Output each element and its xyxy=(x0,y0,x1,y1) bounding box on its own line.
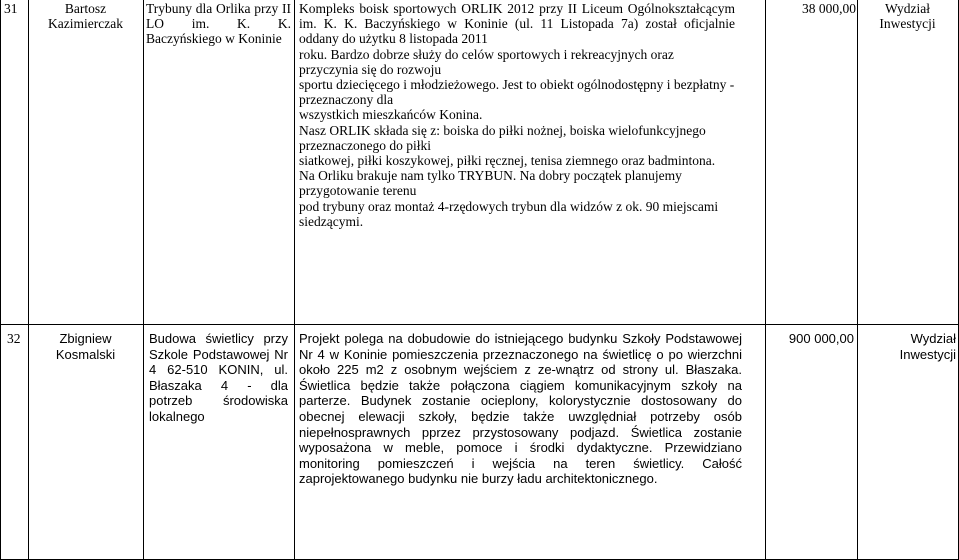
description-paragraph: Nasz ORLIK składa się z: boiska do piłki nożnej, boiska wielofunkcyjnego przeznaczonego do piłki xyxy=(299,122,706,153)
project-title: Trybuny dla Orlika przy II LO im. K. K. Baczyńskiego w Koninie xyxy=(146,1,291,47)
author-name: Bartosz Kazimierczak xyxy=(48,1,123,32)
column-divider xyxy=(143,0,144,560)
description-paragraph: roku. Bardzo dobrze służy do celów sportowych i rekreacyjnych oraz przyczynia się do rozwoju xyxy=(299,46,674,77)
row-number: 31 xyxy=(4,1,18,16)
description-paragraph: wszystkich mieszkańców Konina. xyxy=(299,107,483,123)
cost-cell xyxy=(768,1,856,16)
row-divider xyxy=(0,324,959,325)
description-paragraph: siatkowej, piłki koszykowej, piłki ręcznej, tenisa ziemnego oraz badmintona. xyxy=(299,153,716,169)
description-paragraph: sportu dziecięcego i młodzieżowego. Jest to obiekt ogólnodostępny i bezpłatny - przeznaczony dla xyxy=(299,77,735,108)
author-cell xyxy=(30,1,141,31)
title-cell xyxy=(146,1,291,47)
department-name: Wydział Inwestycji xyxy=(879,1,936,32)
department-cell xyxy=(858,331,956,362)
column-divider xyxy=(28,0,29,560)
author-name: Zbigniew Kosmalski xyxy=(55,331,116,362)
description-cell xyxy=(299,1,735,229)
table-row xyxy=(4,1,26,16)
description-paragraph: Na Orliku brakuje nam tylko TRYBUN. Na dobry początek planujemy przygotowanie terenu xyxy=(299,168,682,199)
column-divider xyxy=(857,0,858,560)
description-paragraph: Projekt polega na dobudowie do istniejącego budynku Szkoły Podstawowej Nr 4 w Koninie pomieszczenia przeznaczonego na świetlicę o po wierzchni około 225 m2 z osobnym wejściem z ze-wnątrz od strony ul. Błaszaka. Świetlica będzie także połączona ciągiem komunikacyjnym szkoły na parterze. Budynek zostanie ocieplony, kolorystycznie dostosowany do obecnej elewacji szkoły, będzie także uwzględniał potrzeby osób niepełnosprawnych pprzez przystosowany podjazd. Świetlica zostanie wyposażona w meble, pomoce i środki dydaktyczne. Przewidziano monitoring pomieszczeń i wejścia na teren świetlicy. Całość zaprojektowanego budynku nie burzy ładu architektonicznego. xyxy=(299,331,742,487)
cost-value: 900 000,00 xyxy=(788,331,854,346)
row-number: 32 xyxy=(7,331,21,346)
description-paragraph: pod trybuny oraz montaż 4-rzędowych trybun dla widzów z ok. 90 miejscami siedzącymi. xyxy=(299,198,719,229)
author-cell xyxy=(30,331,141,362)
column-divider xyxy=(765,0,766,560)
cost-value: 38 000,00 xyxy=(802,1,856,16)
description-paragraph: Kompleks boisk sportowych ORLIK 2012 przy II Liceum Ogólnokształcącym im. K. K. Baczyńskiego w Koninie (ul. 11 Listopada 7a) został oficjalnie oddany do użytku 8 listopada 2011 xyxy=(299,1,735,47)
cost-cell xyxy=(768,331,854,347)
column-divider xyxy=(294,0,295,560)
description-cell xyxy=(299,331,742,487)
table-row xyxy=(7,331,27,346)
project-title: Budowa świetlicy przy Szkole Podstawowej Nr 4 62-510 KONIN, ul. Błaszaka 4 - dla potrzeb środowiska lokalnego xyxy=(149,331,288,424)
department-name: Wydział Inwestycji xyxy=(899,331,956,362)
table-border-left xyxy=(0,0,1,560)
department-cell xyxy=(858,1,957,31)
title-cell xyxy=(149,331,288,425)
